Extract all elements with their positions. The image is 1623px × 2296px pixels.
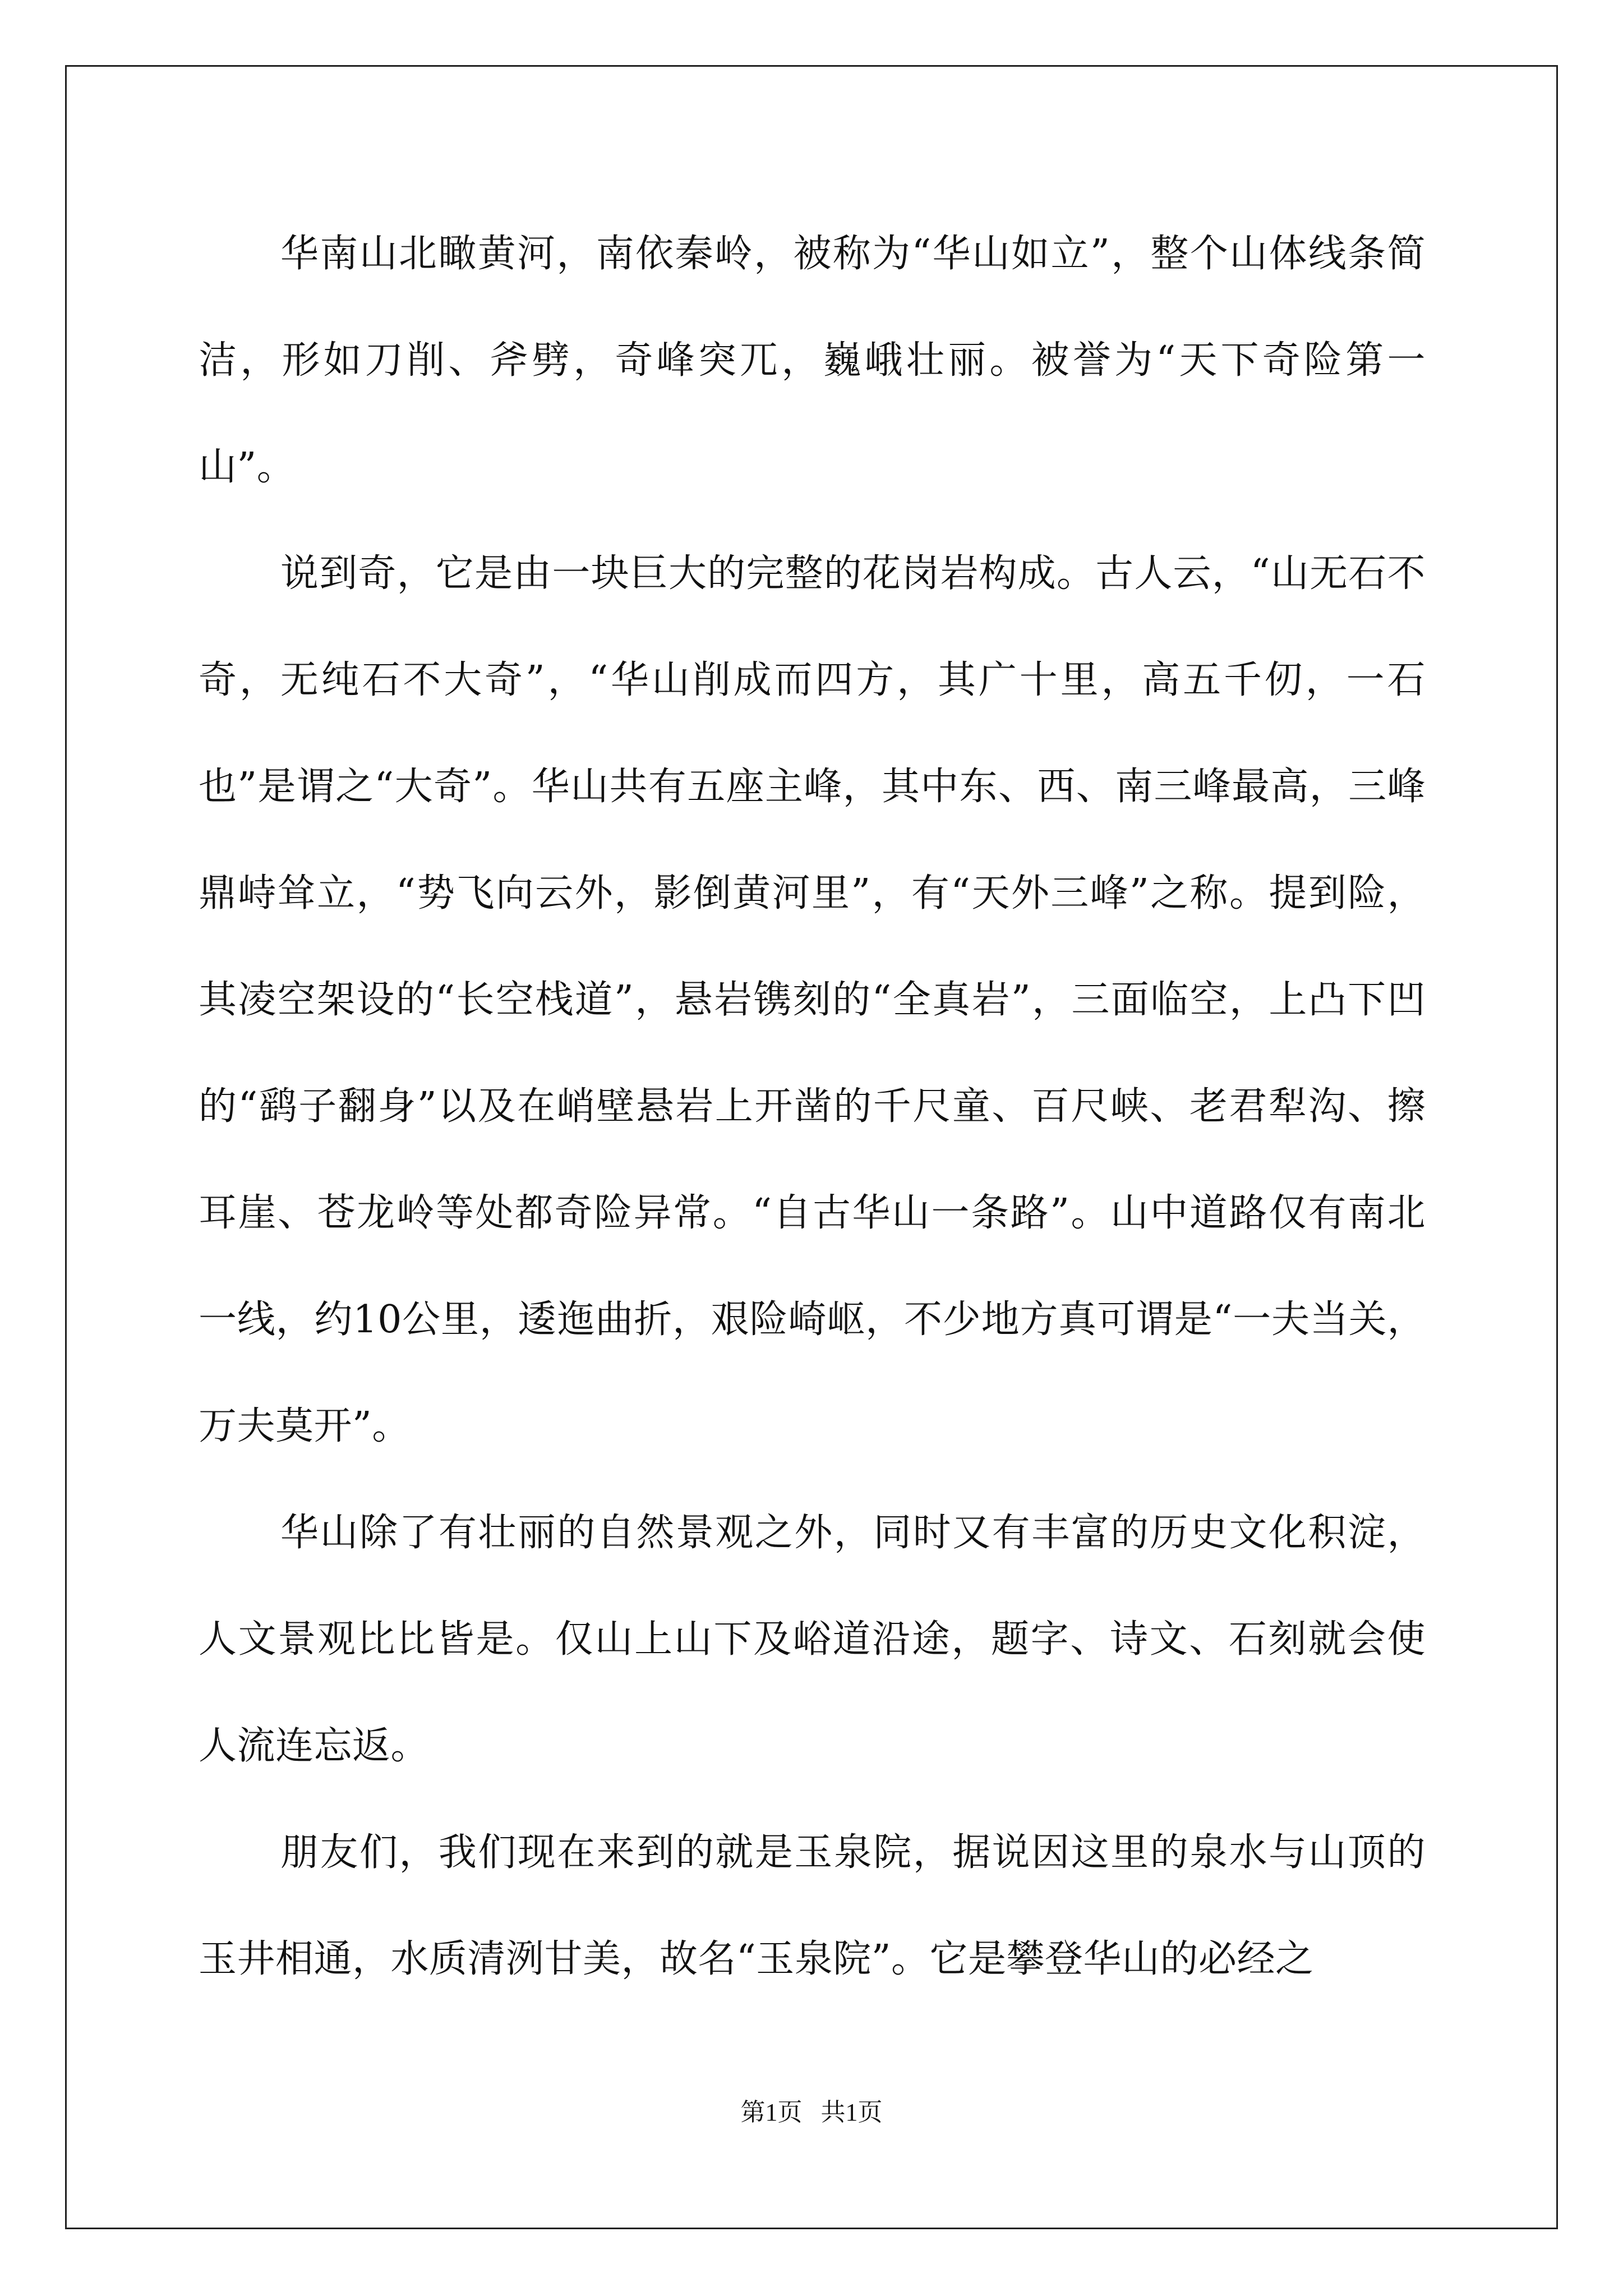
paragraph-4: 朋友们，我们现在来到的就是玉泉院，据说因这里的泉水与山顶的玉井相通，水质清洌甘美，故名“玉泉院”。它是攀登华山的必经之 [199,1830,1426,1981]
page-total: 共1页 [820,2099,883,2126]
document-body [199,201,1426,2013]
footer-spacer [803,2099,821,2126]
paragraph-2: 说到奇，它是由一块巨大的完整的花岗岩构成。古人云，“山无石不奇，无纯石不大奇”，“华山削成而四方，其广十里，高五千仞，一石也”是谓之“大奇”。华山共有五座主峰，其中东、西、南三峰最高，三峰鼎峙耸立，“势飞向云外，影倒黄河里”，有“天外三峰”之称。提到险，其凌空架设的“长空栈道”，悬岩镌刻的“全真岩”，三面临空，上凸下凹的“鹞子翻身”以及在峭壁悬岩上开凿的千尺童、百尺峡、老君犁沟、擦耳崖、苍龙岭等处都奇险异常。“自古华山一条路”。山中道路仅有南北一线，约10公里，逶迤曲折，艰险崎岖，不少地方真可谓是“一夫当关，万夫莫开”。 [199,551,1426,1448]
page-footer [0,2096,1623,2129]
page-number: 第1页 [740,2099,803,2126]
paragraph-3: 华山除了有壮丽的自然景观之外，同时又有丰富的历史文化积淀，人文景观比比皆是。仅山上山下及峪道沿途，题字、诗文、石刻就会使人流连忘返。 [199,1511,1426,1768]
paragraph-1: 华南山北瞰黄河，南依秦岭，被称为“华山如立”，整个山体线条简洁，形如刀削、斧劈，奇峰突兀，巍峨壮丽。被誉为“天下奇险第一山”。 [199,232,1426,489]
